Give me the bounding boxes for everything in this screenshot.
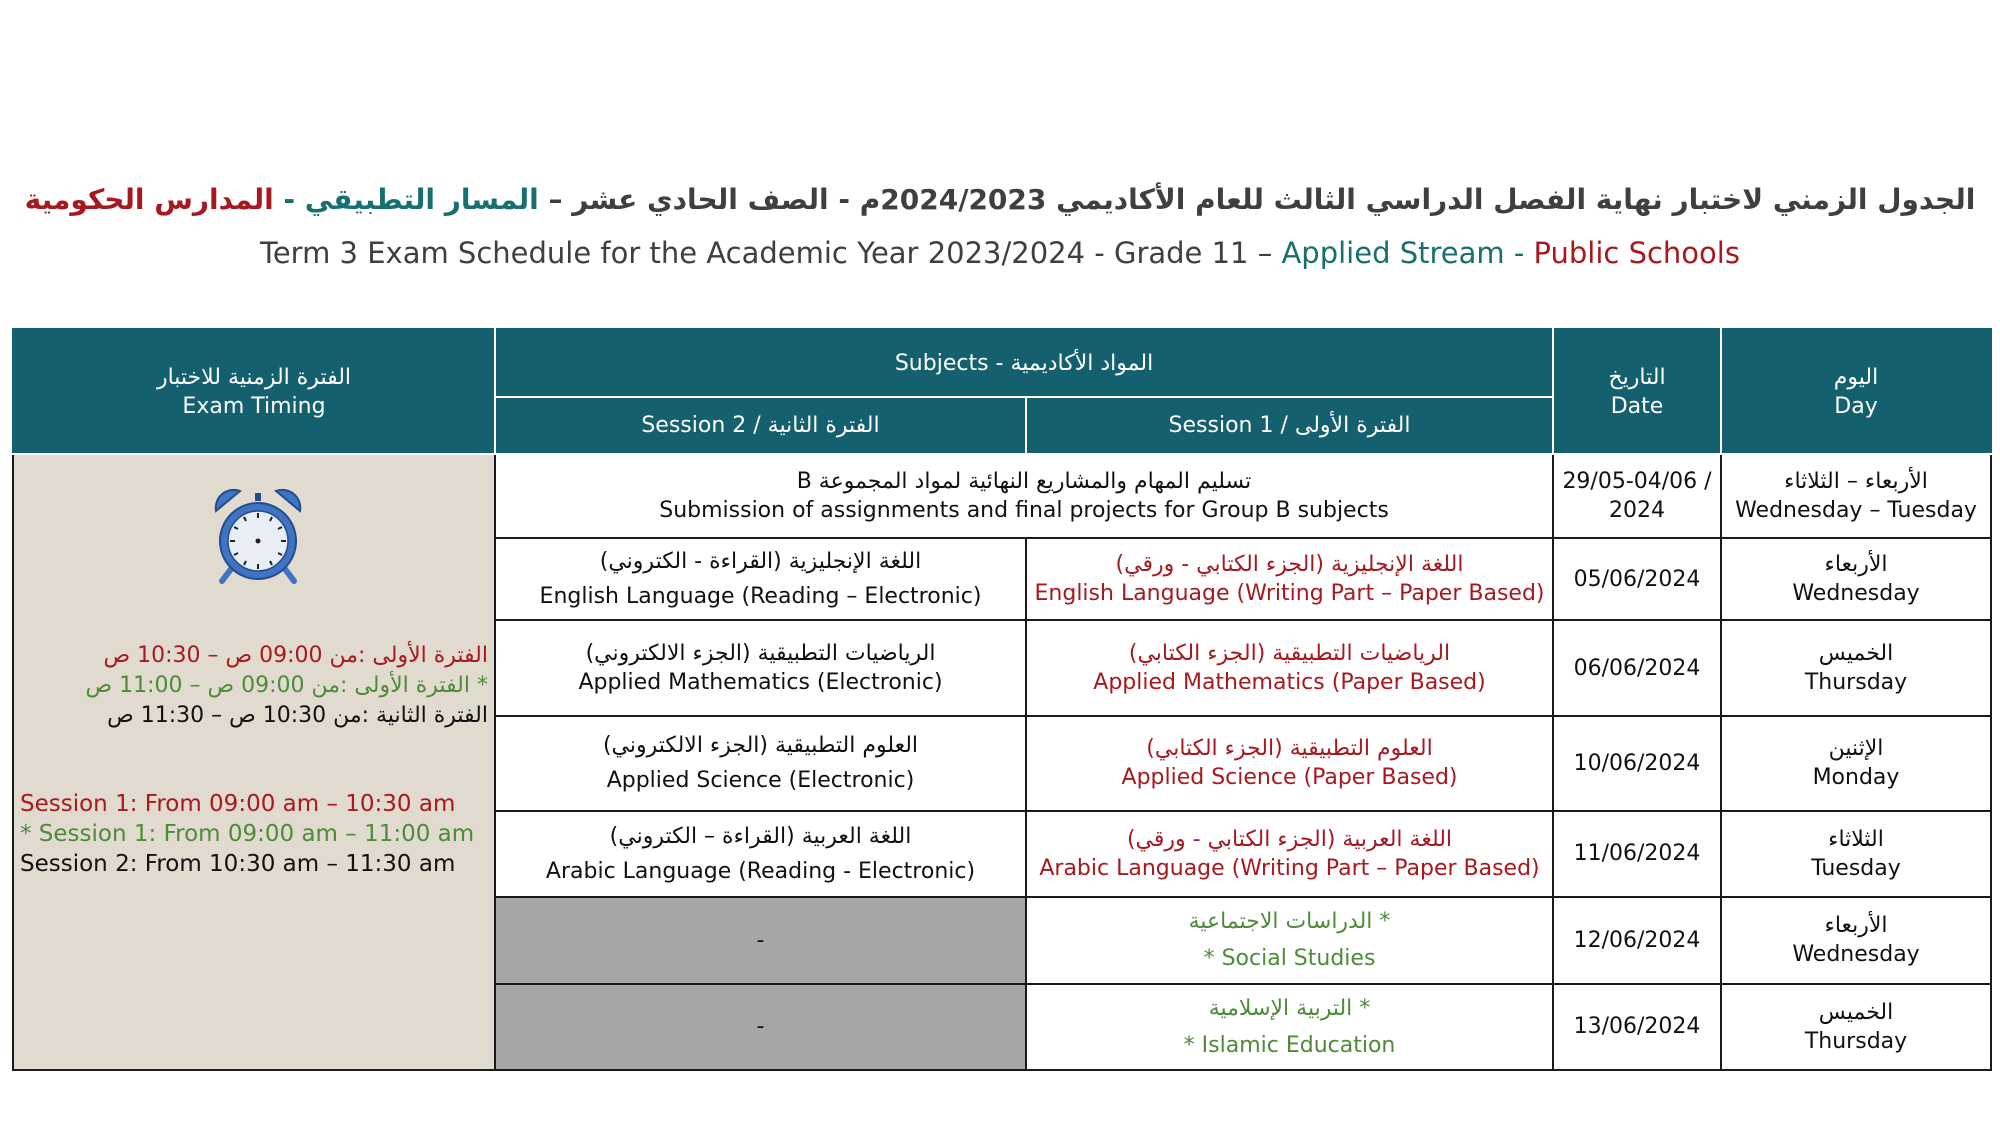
- session-1-cell: [1026, 716, 1553, 810]
- alarm-clock-icon: [210, 485, 306, 585]
- day-cell: [1721, 454, 1991, 538]
- date-text: 06/06/2024: [1573, 655, 1701, 681]
- timing-ar-line-3: الفترة الثانية :من 10:30 ص – 11:30 ص: [107, 703, 488, 728]
- day-ar: الأربعاء: [1824, 552, 1888, 578]
- header-session-1: [1026, 397, 1553, 454]
- date-cell: [1553, 454, 1721, 538]
- day-cell: [1721, 811, 1991, 897]
- timing-en-line-1: Session 1: From 09:00 am – 10:30 am: [20, 791, 456, 817]
- day-cell: [1721, 620, 1991, 716]
- date-cell: [1553, 716, 1721, 810]
- session-2-cell: [495, 620, 1026, 716]
- day-cell: [1721, 716, 1991, 810]
- session-2-cell: [495, 716, 1026, 810]
- timing-ar-line-1: الفترة الأولى :من 09:00 ص – 10:30 ص: [103, 643, 488, 668]
- day-cell: [1721, 984, 1991, 1070]
- subject-en: Applied Science (Electronic): [606, 768, 915, 794]
- exam-schedule-table: [12, 328, 1992, 1071]
- empty-dash: -: [756, 927, 765, 953]
- date-cell: [1553, 620, 1721, 716]
- day-en: Monday: [1812, 765, 1900, 791]
- header-session-1-label: Session 1 / الفترة الأولى: [1168, 413, 1411, 438]
- date-text: 29/05-04/06 / 2024: [1562, 469, 1712, 524]
- day-ar: الأربعاء – الثلاثاء: [1784, 469, 1928, 495]
- day-ar: الثلاثاء: [1828, 826, 1884, 852]
- exam-timing-cell: [13, 454, 495, 1070]
- timing-english: [20, 789, 490, 879]
- session-1-cell: [1026, 620, 1553, 716]
- header-session-2: [495, 397, 1026, 454]
- title-ar-schools: المدارس الحكومية: [24, 183, 274, 216]
- date-cell: [1553, 811, 1721, 897]
- subject-en: * Social Studies: [1203, 946, 1376, 972]
- header-date-en: Date: [1610, 393, 1664, 419]
- day-en: Tuesday: [1811, 855, 1901, 881]
- submission-en: Submission of assignments and final projects for Group B subjects: [659, 498, 1389, 524]
- session-1-cell: [1026, 897, 1553, 983]
- subject-ar: * الدراسات الاجتماعية: [1188, 909, 1391, 935]
- session-2-cell: [495, 811, 1026, 897]
- subject-en: English Language (Writing Part – Paper Based): [1034, 581, 1545, 607]
- date-cell: [1553, 897, 1721, 983]
- date-text: 13/06/2024: [1573, 1014, 1701, 1040]
- day-en: Wednesday: [1792, 581, 1920, 607]
- title-en-main: Term 3 Exam Schedule for the Academic Year 2023/2024 - Grade 11 –: [260, 236, 1273, 270]
- header-subjects-label: Subjects - المواد الأكاديمية: [894, 350, 1154, 376]
- header-date-ar: التاريخ: [1608, 364, 1666, 390]
- subject-ar: الرياضيات التطبيقية (الجزء الكتابي): [1128, 641, 1451, 667]
- submission-cell: [495, 454, 1553, 538]
- subject-en: Applied Mathematics (Paper Based): [1093, 670, 1486, 696]
- date-text: 12/06/2024: [1573, 927, 1701, 953]
- session-1-cell: [1026, 811, 1553, 897]
- day-en: Thursday: [1804, 670, 1908, 696]
- timing-en-line-3: Session 2: From 10:30 am – 11:30 am: [20, 851, 456, 877]
- table-row: [13, 454, 1991, 538]
- date-text: 10/06/2024: [1573, 750, 1701, 776]
- timing-en-line-2: * Session 1: From 09:00 am – 11:00 am: [20, 821, 475, 847]
- day-ar: الخميس: [1818, 999, 1894, 1025]
- subject-en: Arabic Language (Reading - Electronic): [545, 858, 976, 884]
- day-ar: الإثنين: [1828, 736, 1884, 762]
- header-timing-en: Exam Timing: [182, 393, 326, 419]
- header-day: [1721, 329, 1991, 454]
- session-2-empty-cell: [495, 897, 1026, 983]
- session-2-empty-cell: [495, 984, 1026, 1070]
- date-text: 11/06/2024: [1573, 841, 1701, 867]
- subject-en: Applied Science (Paper Based): [1121, 765, 1458, 791]
- day-ar: الأربعاء: [1824, 913, 1888, 939]
- empty-dash: -: [756, 1014, 765, 1040]
- subject-ar: اللغة الإنجليزية (الجزء الكتابي - ورقي): [1115, 552, 1464, 578]
- day-ar: الخميس: [1818, 641, 1894, 667]
- subject-ar: اللغة العربية (الجزء الكتابي - ورقي): [1126, 826, 1453, 852]
- submission-ar: تسليم المهام والمشاريع النهائية لمواد المجموعة B: [796, 469, 1252, 495]
- subject-ar: اللغة الإنجليزية (القراءة - الكتروني): [599, 549, 922, 575]
- day-en: Thursday: [1804, 1028, 1908, 1054]
- subject-en: * Islamic Education: [1183, 1032, 1396, 1058]
- header-subjects: [495, 329, 1553, 397]
- title-arabic: [0, 183, 2000, 216]
- session-1-cell: [1026, 538, 1553, 619]
- day-en: Wednesday – Tuesday: [1735, 498, 1977, 524]
- subject-ar: العلوم التطبيقية (الجزء الالكتروني): [602, 733, 919, 759]
- timing-ar-line-2: * الفترة الأولى :من 09:00 ص – 11:00 ص: [85, 673, 488, 698]
- subject-en: Applied Mathematics (Electronic): [578, 670, 943, 696]
- day-en: Wednesday: [1792, 942, 1920, 968]
- date-cell: [1553, 538, 1721, 619]
- day-cell: [1721, 538, 1991, 619]
- title-en-stream: Applied Stream -: [1281, 236, 1525, 270]
- date-text: 05/06/2024: [1573, 566, 1701, 592]
- header-session-2-label: Session 2 / الفترة الثانية: [641, 413, 880, 438]
- subject-ar: * التربية الإسلامية: [1208, 995, 1371, 1021]
- subject-ar: العلوم التطبيقية (الجزء الكتابي): [1146, 736, 1433, 762]
- header-exam-timing: [13, 329, 495, 454]
- title-en-schools: Public Schools: [1533, 236, 1740, 270]
- subject-ar: اللغة العربية (القراءة – الكتروني): [609, 823, 912, 849]
- session-2-cell: [495, 538, 1026, 619]
- subject-en: Arabic Language (Writing Part – Paper Based): [1039, 855, 1540, 881]
- header-date: [1553, 329, 1721, 454]
- subject-ar: الرياضيات التطبيقية (الجزء الالكتروني): [585, 641, 936, 667]
- title-ar-stream: المسار التطبيقي -: [283, 183, 539, 216]
- title-ar-main: الجدول الزمني لاختبار نهاية الفصل الدراسي الثالث للعام الأكاديمي 2024/2023م - الصف الحادي عشر –: [548, 183, 1976, 216]
- date-cell: [1553, 984, 1721, 1070]
- session-1-cell: [1026, 984, 1553, 1070]
- timing-arabic: [18, 641, 488, 731]
- title-english: [0, 236, 2000, 270]
- day-cell: [1721, 897, 1991, 983]
- header-timing-ar: الفترة الزمنية للاختبار: [156, 364, 352, 390]
- header-day-en: Day: [1834, 393, 1878, 419]
- subject-en: English Language (Reading – Electronic): [539, 584, 982, 610]
- header-day-ar: اليوم: [1833, 364, 1879, 390]
